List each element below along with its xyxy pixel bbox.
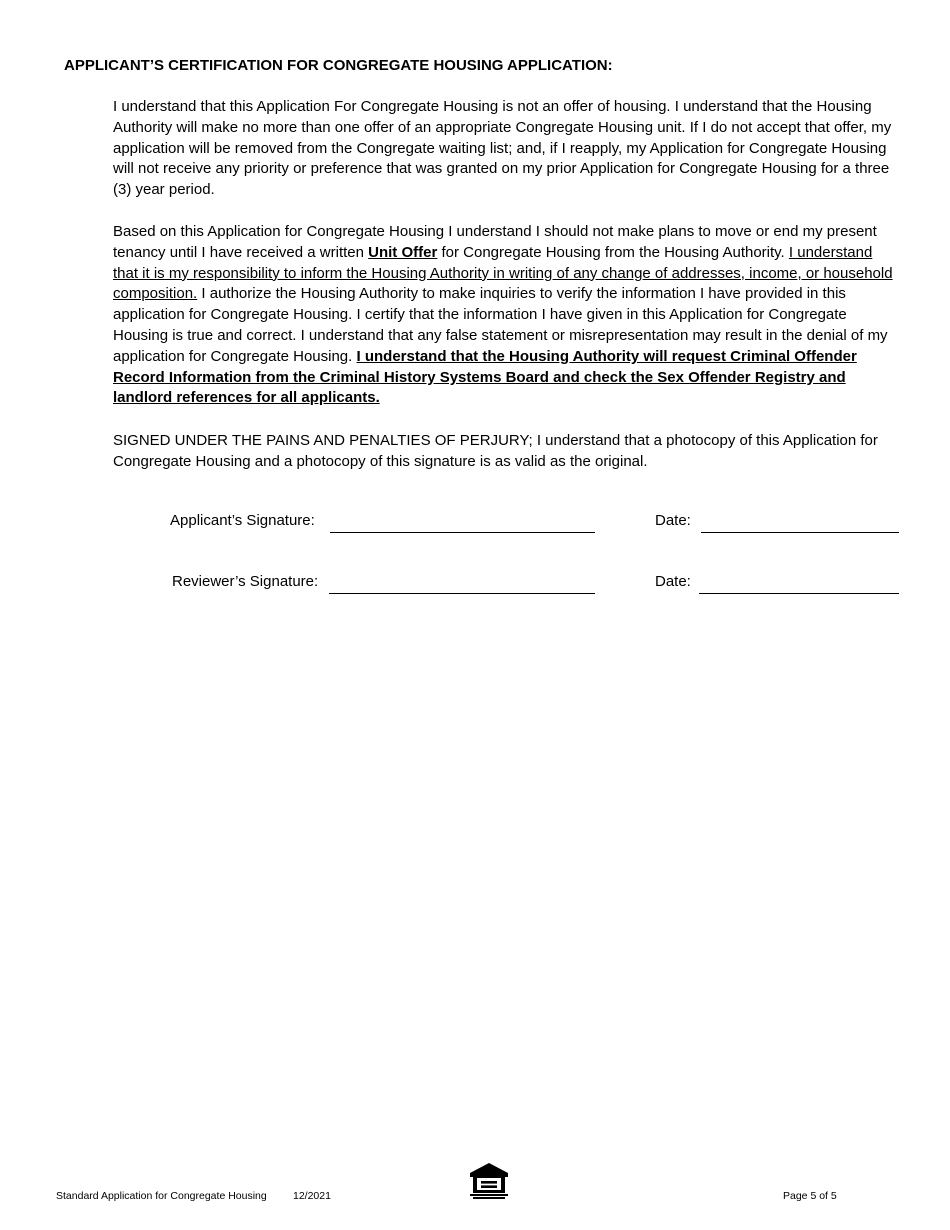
reviewer-signature-line[interactable]: [329, 593, 595, 594]
reviewer-signature-label: Reviewer’s Signature:: [172, 573, 319, 590]
applicant-date-line[interactable]: [701, 532, 899, 533]
page-number: Page 5 of 5: [783, 1190, 837, 1202]
certification-paragraph: [113, 222, 893, 409]
responsibility-statement: I understand that it is my responsibility to inform the Housing Authority in writing of any change of addresses, income, or household composition.: [113, 243, 893, 303]
certification-text-part3: I authorize the Housing Authority to make inquiries to verify the information I have provided in this application for Congregate Housing. I certify that the information I have given in this Application for Congregate Housing is true and correct. I understand that any false statement or misrepresentation may result in the denial of my application for Congregate Housing.: [113, 285, 888, 365]
unit-offer-term: Unit Offer: [368, 243, 438, 261]
page-title: APPLICANT’S CERTIFICATION FOR CONGREGATE HOUSING APPLICATION:: [64, 57, 613, 74]
equal-housing-opportunity-icon: [468, 1162, 510, 1200]
reviewer-date-label: Date:: [655, 573, 691, 590]
certification-text-part1: Based on this Application for Congregate Housing I understand I should not make plans to move or end my present tenancy until I have received a written: [113, 223, 877, 261]
reviewer-date-line[interactable]: [699, 593, 899, 594]
footer-form-title: Standard Application for Congregate Housing: [56, 1190, 267, 1202]
applicant-signature-label: Applicant’s Signature:: [170, 512, 315, 529]
applicant-date-label: Date:: [655, 512, 691, 529]
footer-revision-date: 12/2021: [293, 1190, 331, 1202]
criminal-record-statement: I understand that the Housing Authority will request Criminal Offender Record Information from the Criminal History Systems Board and check the Sex Offender Registry and landlord references for all applicants.: [113, 347, 857, 407]
perjury-paragraph: SIGNED UNDER THE PAINS AND PENALTIES OF PERJURY; I understand that a photocopy of this Application for Congregate Housing and a photocopy of this signature is as valid as the original.: [113, 432, 878, 470]
certification-text-part2: for Congregate Housing from the Housing Authority.: [437, 243, 789, 261]
offer-paragraph: I understand that this Application For Congregate Housing is not an offer of housing. I understand that the Housing Authority will make no more than one offer of an appropriate Congregate Housing unit. If I do not accept that offer, my application will be removed from the Congregate waiting list; and, if I reapply, my Application for Congregate Housing will not receive any priority or preference that was granted on my prior Application for Congregate Housing for a three (3) year period.: [113, 98, 892, 199]
applicant-signature-line[interactable]: [330, 532, 595, 533]
